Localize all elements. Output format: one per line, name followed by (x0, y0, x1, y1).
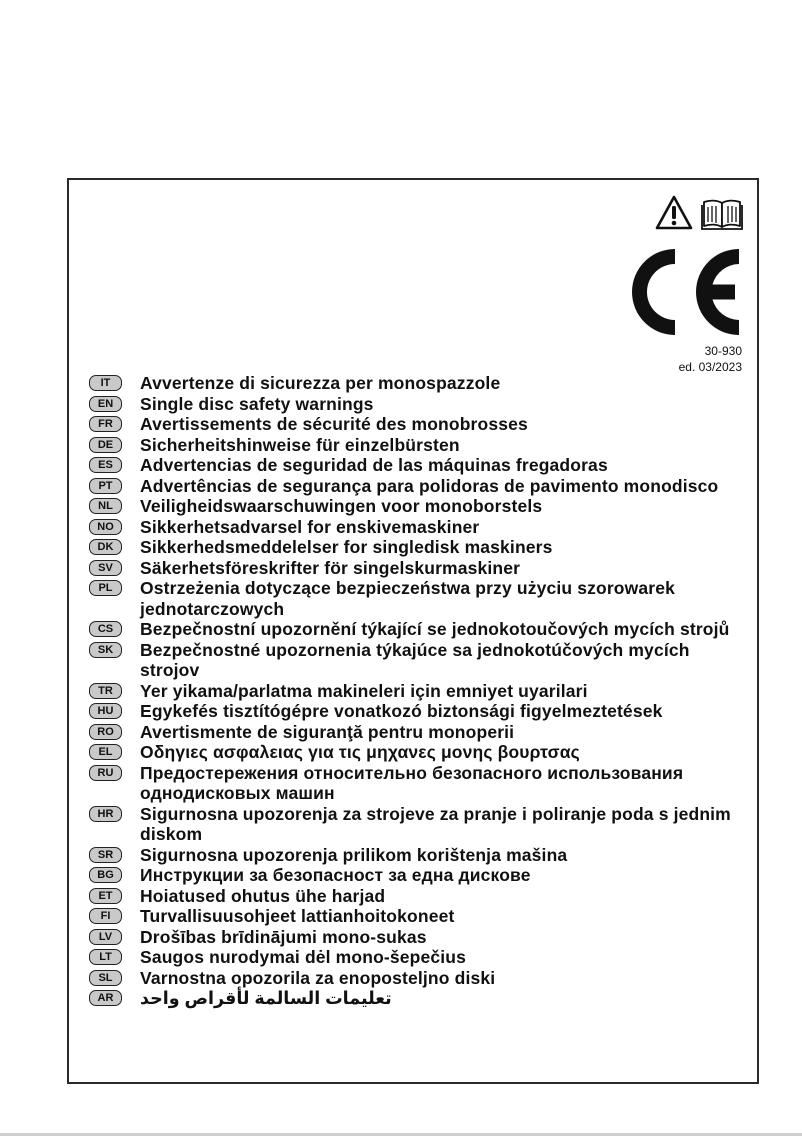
language-row-cs (88, 619, 748, 640)
language-badge: AR (89, 990, 122, 1006)
document-code: 30-930 (704, 344, 742, 358)
language-title: Sigurnosna upozorenja prilikom korištenja mašina (140, 844, 568, 865)
language-row-fr (88, 414, 748, 435)
language-title: Advertencias de seguridad de las máquinas fregadoras (140, 455, 608, 475)
language-badge: NO (89, 519, 122, 535)
language-row-fi (88, 906, 748, 927)
language-row-hu (88, 701, 748, 722)
language-row-pt (88, 476, 748, 497)
language-row-ro (88, 722, 748, 743)
language-title: Varnostna opozorila za enoposteljno diski (140, 967, 496, 988)
language-badge: TR (89, 683, 122, 699)
language-badge: DK (89, 539, 122, 555)
language-row-es (88, 455, 748, 476)
manual-book-icon (700, 197, 744, 230)
language-row-tr (88, 681, 748, 702)
language-row-el (88, 742, 748, 763)
language-title: Οδηγιες ασφαλειας για τις μηχανες μονης βουρτσας (140, 742, 580, 762)
language-badge: RU (89, 765, 122, 781)
language-row-bg (88, 865, 748, 886)
language-badge: FR (89, 416, 122, 432)
language-title: Ostrzeżenia dotyczące bezpieczeństwa przy użyciu szorowarek jednotarczowych (140, 578, 676, 619)
language-row-sk (88, 640, 748, 681)
language-row-hr (88, 804, 748, 845)
language-row-de (88, 435, 748, 456)
language-badge: RO (89, 724, 122, 740)
language-badge: ET (89, 888, 122, 904)
warning-triangle-icon (655, 195, 693, 231)
language-row-no (88, 517, 748, 538)
ce-mark (617, 245, 743, 339)
language-row-dk (88, 537, 748, 558)
language-badge: HR (89, 806, 122, 822)
language-title: Avertismente de siguranţă pentru monoperii (140, 721, 515, 742)
language-row-sr (88, 845, 748, 866)
language-row-lv (88, 927, 748, 948)
language-badge: LT (89, 949, 122, 965)
language-title: Bezpečnostné upozornenia týkajúce sa jednokotúčových mycích strojov (140, 639, 690, 680)
language-row-sv (88, 558, 748, 579)
language-row-nl (88, 496, 748, 517)
language-title: Sikkerhetsadvarsel for enskivemaskiner (140, 516, 480, 537)
language-badge: SV (89, 560, 122, 576)
language-row-pl (88, 578, 748, 619)
language-title: تعليمات السالمة لأقراص واحد (140, 988, 392, 1008)
language-title: Saugos nurodymai dėl mono-šepečius (140, 947, 466, 967)
language-title: Egykefés tisztítógépre vonatkozó biztonsági figyelmeztetések (140, 701, 663, 721)
language-title: Avvertenze di sicurezza per monospazzole (140, 373, 501, 393)
language-row-sl (88, 968, 748, 989)
language-badge: ES (89, 457, 122, 473)
language-row-en (88, 394, 748, 415)
language-title: Hoiatused ohutus ühe harjad (140, 885, 386, 906)
language-badge: SR (89, 847, 122, 863)
language-title: Предостережения относительно безопасного использования однодисковых машин (140, 762, 684, 803)
language-row-it (88, 373, 748, 394)
language-title: Yer yikama/parlatma makineleri için emniyet uyarilari (140, 680, 588, 701)
language-list (88, 373, 748, 1009)
language-badge: CS (89, 621, 122, 637)
language-row-lt (88, 947, 748, 968)
language-row-et (88, 886, 748, 907)
language-badge: EN (89, 396, 122, 412)
language-title: Sikkerhedsmeddelelser for singledisk maskiners (140, 537, 553, 557)
language-title: Bezpečnostní upozornění týkající se jednokotoučových mycích strojů (140, 619, 730, 639)
language-badge: NL (89, 498, 122, 514)
language-badge: HU (89, 703, 122, 719)
language-title: Single disc safety warnings (140, 393, 374, 414)
language-badge: BG (89, 867, 122, 883)
language-row-ru (88, 763, 748, 804)
language-badge: LV (89, 929, 122, 945)
language-title: Veiligheidswaarschuwingen voor monoborstels (140, 496, 543, 516)
language-badge: FI (89, 908, 122, 924)
language-badge: EL (89, 744, 122, 760)
language-title: Drošības brīdinājumi mono-sukas (140, 926, 427, 947)
language-badge: PT (89, 478, 122, 494)
language-badge: DE (89, 437, 122, 453)
language-badge: SL (89, 970, 122, 986)
language-badge: PL (89, 580, 122, 596)
language-title: Avertissements de sécurité des monobrosses (140, 414, 528, 434)
language-badge: IT (89, 375, 122, 391)
language-row-ar (88, 988, 748, 1009)
language-title: Turvallisuusohjeet lattianhoitokoneet (140, 906, 455, 926)
language-title: Säkerhetsföreskrifter för singelskurmaskiner (140, 557, 521, 578)
language-title: Sigurnosna upozorenja za strojeve za pranje i poliranje poda s jednim diskom (140, 803, 731, 844)
language-title: Sicherheitshinweise für einzelbürsten (140, 434, 460, 455)
language-badge: SK (89, 642, 122, 658)
document-edition: ed. 03/2023 (678, 360, 742, 374)
language-title: Инструкции за безопасност за една дискове (140, 865, 531, 885)
language-title: Advertências de segurança para polidoras de pavimento monodisco (140, 475, 719, 496)
